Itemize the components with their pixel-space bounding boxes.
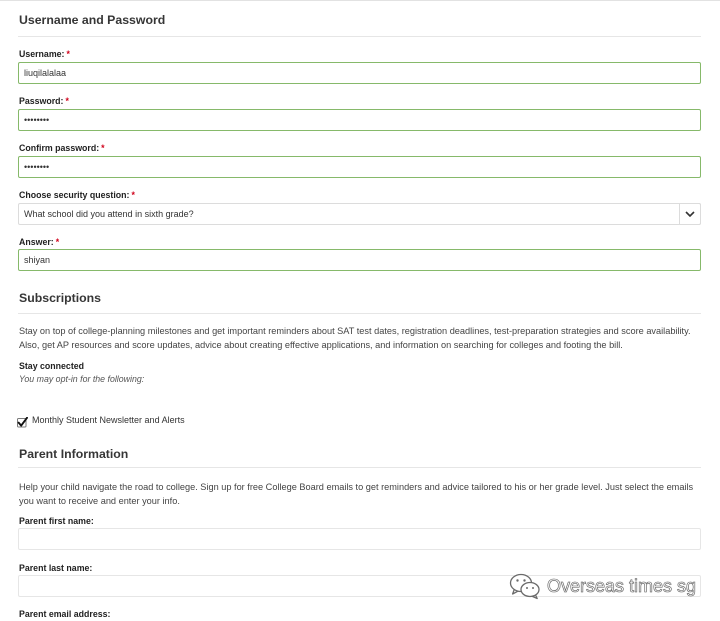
section-heading-subscriptions: Subscriptions [19,291,101,305]
wechat-icon [509,573,541,600]
section-divider [18,36,701,37]
security-question-selected: What school did you attend in sixth grade? [24,209,194,219]
username-value: liuqilalalaa [24,68,67,78]
security-question-select[interactable] [18,203,701,225]
required-asterisk: * [66,49,70,59]
security-question-label-text: Choose security question: [19,190,130,200]
parent-first-name-label: Parent first name: [19,516,94,526]
username-label [19,48,70,60]
stay-connected-note: You may opt-in for the following: [19,374,145,384]
watermark-text: Overseas times sg [547,576,697,596]
username-input[interactable] [18,62,701,84]
password-label [19,95,69,107]
newsletter-checkbox[interactable] [17,415,28,426]
confirm-password-masked-value: •••••••• [24,162,50,172]
answer-label-text: Answer: [19,237,54,247]
section-heading-username-password: Username and Password [19,13,166,27]
parent-description: Help your child navigate the road to college. Sign up for free College Board emails to get reminders and advice tailored to his or her grade level. Just select the emails you want to receive and enter your info. [19,482,694,506]
password-input[interactable] [18,109,701,131]
security-question-label [19,189,135,201]
confirm-password-label [19,142,105,154]
section-divider [18,313,701,314]
confirm-password-input[interactable] [18,156,701,178]
parent-first-name-input[interactable] [18,528,701,550]
answer-value: shiyan [24,255,51,265]
parent-last-name-label: Parent last name: [19,563,93,573]
section-divider [18,467,701,468]
password-label-text: Password: [19,96,64,106]
password-masked-value: •••••••• [24,115,50,125]
required-asterisk: * [131,190,135,200]
answer-label [19,236,59,248]
stay-connected-title: Stay connected [19,361,85,371]
parent-email-label: Parent email address: [19,609,111,619]
required-asterisk: * [55,237,60,247]
required-asterisk: * [101,143,105,153]
chevron-down-icon[interactable] [679,203,701,225]
username-label-text: Username: [19,49,65,59]
required-asterisk: * [65,96,69,106]
answer-input[interactable] [18,249,701,271]
section-heading-parent-information: Parent Information [19,447,129,461]
subscriptions-description: Stay on top of college-planning milestones and get important reminders about SAT test dates, registration deadlines, test-preparation strategies and score availability. Also, get AP resources and score updates, advice about creating effective applications, and information on searching for colleges and footing the bill. [19,326,691,350]
newsletter-checkbox-label[interactable]: Monthly Student Newsletter and Alerts [32,415,185,425]
confirm-password-label-text: Confirm password: [19,143,100,153]
